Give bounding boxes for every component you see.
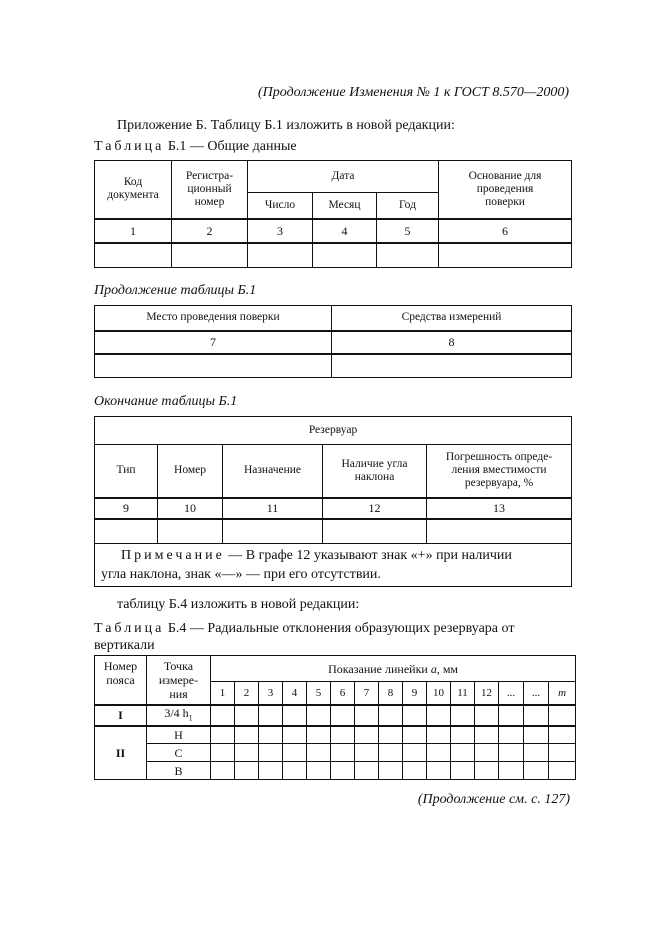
caption-word: Таблица — [94, 621, 165, 636]
table-row — [95, 705, 576, 726]
sub-col-dots-1: ... — [499, 682, 524, 705]
empty-cell — [379, 744, 403, 762]
empty-cell — [427, 726, 451, 744]
empty-cell — [248, 243, 313, 268]
sub-col-2: 2 — [235, 682, 259, 705]
col-point — [147, 656, 211, 705]
sub-col-10: 10 — [427, 682, 451, 705]
col-reading-text: Показание линейки — [328, 661, 431, 676]
empty-cell — [549, 705, 576, 726]
empty-cell — [499, 762, 524, 780]
empty-cell — [379, 705, 403, 726]
col-error-l3: резервуара, % — [464, 477, 534, 490]
col-reading-var: a — [430, 661, 437, 676]
col-error — [427, 445, 572, 498]
empty-cell — [332, 354, 572, 378]
point-cell — [147, 705, 211, 726]
empty-cell — [235, 705, 259, 726]
table-row — [95, 498, 572, 519]
empty-cell — [499, 744, 524, 762]
empty-cell — [403, 744, 427, 762]
sub-col-8: 8 — [379, 682, 403, 705]
empty-cell — [331, 705, 355, 726]
point-cell: В — [147, 762, 211, 780]
col-year: Год — [377, 193, 439, 219]
empty-cell — [403, 762, 427, 780]
empty-cell — [259, 762, 283, 780]
num-cell: 8 — [332, 331, 572, 354]
empty-cell — [211, 726, 235, 744]
col-date: Дата — [248, 161, 439, 193]
empty-cell — [475, 762, 499, 780]
table-row — [95, 219, 572, 243]
empty-cell — [283, 762, 307, 780]
empty-cell — [235, 744, 259, 762]
col-reading — [211, 656, 576, 682]
sub-col-5: 5 — [307, 682, 331, 705]
table-row — [95, 243, 572, 268]
empty-cell — [427, 762, 451, 780]
empty-cell — [95, 519, 158, 544]
empty-cell — [427, 705, 451, 726]
empty-cell — [403, 726, 427, 744]
sub-col-4: 4 — [283, 682, 307, 705]
empty-cell — [313, 243, 377, 268]
sub-col-7: 7 — [355, 682, 379, 705]
empty-cell — [451, 705, 475, 726]
num-cell: 3 — [248, 219, 313, 243]
empty-cell — [451, 744, 475, 762]
table-row — [95, 744, 576, 762]
col-purpose: Назначение — [223, 445, 323, 498]
table-b1-cont-caption: Продолжение таблицы Б.1 — [94, 283, 257, 298]
col-error-l2: ления вместимости — [451, 464, 547, 477]
empty-cell — [524, 762, 549, 780]
intro-text-2: таблицу Б.4 изложить в новой редакции: — [117, 597, 360, 612]
col-basis-l1: Основание для — [468, 169, 542, 182]
empty-cell — [331, 726, 355, 744]
table-b4 — [94, 655, 576, 780]
table-b1 — [94, 160, 572, 268]
col-belt-l2: пояса — [106, 673, 135, 687]
col-basis-l3: поверки — [485, 195, 525, 208]
empty-cell — [475, 726, 499, 744]
empty-cell — [549, 726, 576, 744]
num-cell: 7 — [95, 331, 332, 354]
empty-cell — [355, 726, 379, 744]
empty-cell — [451, 762, 475, 780]
table-row — [95, 762, 576, 780]
num-cell: 12 — [323, 498, 427, 519]
col-day: Число — [248, 193, 313, 219]
sub-col-6: 6 — [331, 682, 355, 705]
empty-cell — [355, 744, 379, 762]
table-b1-end — [94, 416, 572, 587]
empty-cell — [355, 705, 379, 726]
continuation-header: (Продолжение Изменения № 1 к ГОСТ 8.570—2000) — [258, 85, 569, 100]
num-cell: 2 — [172, 219, 248, 243]
empty-cell — [524, 744, 549, 762]
point-cell: С — [147, 744, 211, 762]
empty-cell — [307, 744, 331, 762]
col-belt-l1: Номер — [103, 659, 138, 673]
col-point-l2: измере- — [158, 672, 199, 687]
col-point-l1: Точка — [163, 658, 194, 673]
note-text-1: — В графе 12 указывают знак «+» при наличии — [224, 548, 512, 563]
col-tank: Резервуар — [95, 417, 572, 445]
col-basis — [439, 161, 572, 219]
empty-cell — [211, 744, 235, 762]
num-cell: 11 — [223, 498, 323, 519]
empty-cell — [451, 726, 475, 744]
table-row — [95, 519, 572, 544]
empty-cell — [331, 762, 355, 780]
empty-cell — [259, 705, 283, 726]
table-b1-caption — [94, 139, 297, 155]
empty-cell — [439, 243, 572, 268]
empty-cell — [307, 726, 331, 744]
col-month: Месяц — [313, 193, 377, 219]
sub-col-dots-2: ... — [524, 682, 549, 705]
col-basis-l2: проведения — [476, 182, 534, 195]
num-cell: 10 — [158, 498, 223, 519]
empty-cell — [283, 726, 307, 744]
empty-cell — [158, 519, 223, 544]
point-text: 3/4 h — [164, 705, 189, 720]
empty-cell — [499, 726, 524, 744]
empty-cell — [331, 744, 355, 762]
empty-cell — [379, 726, 403, 744]
table-b1-end-caption: Окончание таблицы Б.1 — [94, 394, 238, 409]
empty-cell — [323, 519, 427, 544]
col-slope-l1: Наличие угла — [341, 457, 408, 470]
note-line-1 — [101, 546, 565, 565]
sub-col-12: 12 — [475, 682, 499, 705]
table-b4-caption — [94, 620, 572, 654]
empty-cell — [427, 744, 451, 762]
col-means: Средства измерений — [332, 306, 572, 331]
caption-line-2: вертикали — [94, 638, 155, 653]
empty-cell — [427, 519, 572, 544]
col-number: Номер — [158, 445, 223, 498]
sub-col-9: 9 — [403, 682, 427, 705]
empty-cell — [307, 762, 331, 780]
table-b1-cont — [94, 305, 572, 378]
sub-col-1: 1 — [211, 682, 235, 705]
empty-cell — [235, 726, 259, 744]
empty-cell — [283, 705, 307, 726]
empty-cell — [211, 705, 235, 726]
belt-cell: II — [95, 726, 147, 780]
empty-cell — [549, 744, 576, 762]
note-cell — [95, 544, 572, 587]
empty-cell — [283, 744, 307, 762]
num-cell: 1 — [95, 219, 172, 243]
sub-col-3: 3 — [259, 682, 283, 705]
empty-cell — [95, 243, 172, 268]
empty-cell — [172, 243, 248, 268]
col-code-label: Код документа — [107, 176, 159, 202]
col-reg-l2: ционный — [187, 182, 232, 195]
continuation-footer: (Продолжение см. с. 127) — [417, 792, 570, 807]
col-reg-l1: Регистра- — [185, 169, 234, 182]
col-slope — [323, 445, 427, 498]
sub-col-11: 11 — [451, 682, 475, 705]
empty-cell — [259, 726, 283, 744]
empty-cell — [499, 705, 524, 726]
num-cell: 4 — [313, 219, 377, 243]
col-reading-unit: , мм — [436, 661, 459, 676]
num-cell: 5 — [377, 219, 439, 243]
point-cell: Н — [147, 726, 211, 744]
belt-cell: I — [95, 705, 147, 726]
table-row — [95, 331, 572, 354]
empty-cell — [475, 744, 499, 762]
col-slope-l2: наклона — [354, 470, 395, 483]
caption-line-1: Б.4 — Радиальные отклонения образующих резервуара от — [164, 621, 515, 636]
num-cell: 13 — [427, 498, 572, 519]
caption-rest: Б.1 — Общие данные — [167, 139, 297, 154]
col-code — [95, 161, 172, 219]
empty-cell — [223, 519, 323, 544]
empty-cell — [524, 705, 549, 726]
table-row — [95, 726, 576, 744]
col-type: Тип — [95, 445, 158, 498]
col-belt — [95, 656, 147, 705]
empty-cell — [211, 762, 235, 780]
empty-cell — [549, 762, 576, 780]
empty-cell — [307, 705, 331, 726]
table-row — [95, 354, 572, 378]
point-sub: 1 — [188, 712, 193, 722]
caption-word: Таблица — [94, 139, 165, 154]
empty-cell — [524, 726, 549, 744]
note-line-2: угла наклона, знак «—» — при его отсутствии. — [101, 567, 381, 582]
col-point-l3: ния — [169, 686, 188, 701]
col-error-l1: Погрешность опреде- — [445, 451, 553, 464]
col-reg — [172, 161, 248, 219]
empty-cell — [235, 762, 259, 780]
empty-cell — [377, 243, 439, 268]
empty-cell — [379, 762, 403, 780]
empty-cell — [475, 705, 499, 726]
empty-cell — [95, 354, 332, 378]
table-b4-caption-l1 — [94, 620, 572, 637]
empty-cell — [355, 762, 379, 780]
intro-text-1: Приложение Б. Таблицу Б.1 изложить в новой редакции: — [117, 118, 455, 133]
num-cell: 9 — [95, 498, 158, 519]
num-cell: 6 — [439, 219, 572, 243]
empty-cell — [403, 705, 427, 726]
col-place: Место проведения поверки — [95, 306, 332, 331]
col-reg-l3: номер — [194, 195, 225, 208]
sub-col-m: m — [549, 682, 576, 705]
empty-cell — [259, 744, 283, 762]
note-word: Примечание — [121, 548, 225, 563]
